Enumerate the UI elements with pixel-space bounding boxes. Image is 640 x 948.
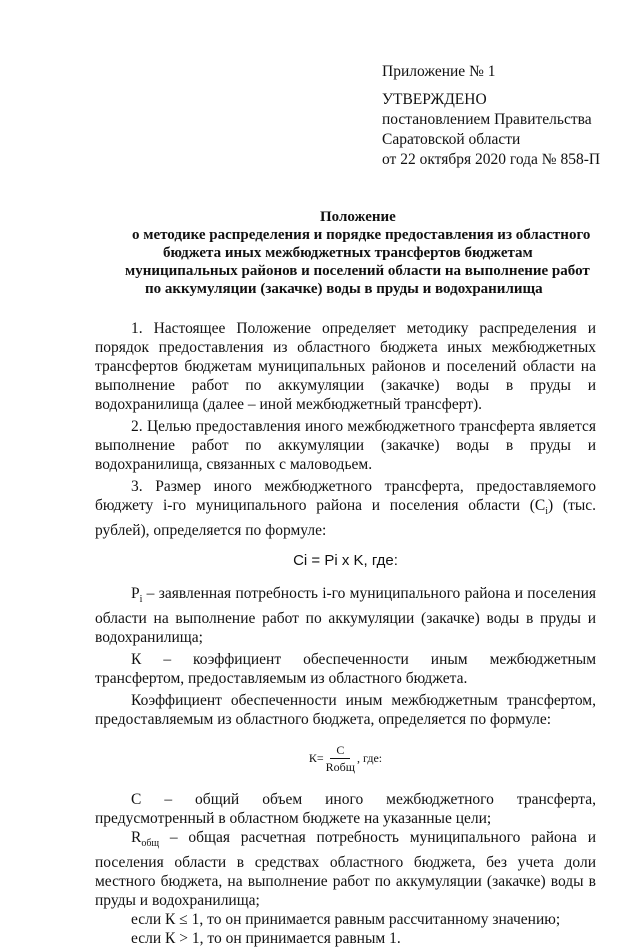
title-line-1: Положение xyxy=(320,209,396,225)
paragraph-2: 2. Целью предоставления иного межбюджетного трансферта является выполнение работ по аккумуляции (закачке) воды в пруды и водохранилища, связанных с маловодьем. xyxy=(95,418,596,473)
pi-symbol: P xyxy=(131,585,140,603)
paragraph-k: К – коэффициент обеспеченности иным межбюджетным трансфертом, предоставляемым из областного бюджета. xyxy=(95,651,596,688)
approval-line-2: Саратовской области xyxy=(382,131,521,148)
pi-definition: – заявленная потребность i-го муниципального района и поселения области на выполнение работ по аккумуляции (закачке) воды в пруды и водохранилища; xyxy=(95,585,596,647)
title-line-4: муниципальных районов и поселений области на выполнение работ xyxy=(125,263,590,279)
document-body xyxy=(95,319,596,948)
formula-k xyxy=(95,743,596,774)
paragraph-3-text: 3. Размер иного межбюджетного трансферта, предоставляемого бюджету i-го муниципального района и поселения области (С xyxy=(95,478,596,514)
paragraph-3 xyxy=(95,477,596,540)
formula-k-numerator: С xyxy=(330,743,350,759)
approved-stamp: УТВЕРЖДЕНО xyxy=(382,91,487,108)
paragraph-1: 1. Настоящее Положение определяет методику распределения и порядок предоставления из областного бюджета иных межбюджетных трансфертов бюджетам муниципальных районов и поселений области на выполнение работ по аккумуляции (закачке) воды в пруды и водохранилища (далее – иной межбюджетный трансферт). xyxy=(95,320,596,413)
formula-k-suffix: , где: xyxy=(357,751,383,766)
paragraph-3-subscript: i xyxy=(545,506,549,518)
appendix-number: Приложение № 1 xyxy=(382,63,496,80)
r-definition: – общая расчетная потребность муниципального района и поселения области в средствах областного бюджета, без учета доли местного бюджета, на выполнение работ по аккумуляции (закачке) воды в пруды и водохранилища; xyxy=(95,829,596,910)
r-subscript: общ xyxy=(141,838,160,850)
r-symbol: R xyxy=(131,829,142,847)
paragraph-3-tail: ) (тыс. рублей), определяется по формуле: xyxy=(95,497,597,540)
formula-k-fraction xyxy=(326,743,355,774)
formula-ci: Ci = Pi x K, где: xyxy=(293,552,398,570)
formula-k-denominator: Rобщ xyxy=(325,760,356,775)
approval-line-1: постановлением Правительства xyxy=(382,111,592,128)
document-title xyxy=(95,208,615,298)
title-line-2: о методике распределения и порядке предоставления из областного xyxy=(132,227,591,243)
paragraph-pi xyxy=(95,584,596,647)
condition-k-le-1: если К ≤ 1, то он принимается равным рассчитанному значению; xyxy=(131,911,561,929)
condition-k-gt-1: если К > 1, то он принимается равным 1. xyxy=(131,930,401,948)
approval-line-3: от 22 октября 2020 года № 858-П xyxy=(382,151,601,168)
paragraph-c: С – общий объем иного межбюджетного трансферта, предусмотренный в областном бюджете на указанные цели; xyxy=(95,791,596,828)
title-line-5: по аккумуляции (закачке) воды в пруды и водохранилища xyxy=(145,281,543,297)
paragraph-r xyxy=(95,828,596,910)
approval-block xyxy=(382,62,600,170)
paragraph-k-formula-intro: Коэффициент обеспеченности иным межбюджетным трансфертом, предоставляемым из областного бюджета, определяется по формуле: xyxy=(95,692,596,729)
title-line-3: бюджета иных межбюджетных трансфертов бюджетам xyxy=(163,245,533,261)
pi-subscript: i xyxy=(139,594,143,606)
formula-k-lhs: К= xyxy=(308,751,324,766)
